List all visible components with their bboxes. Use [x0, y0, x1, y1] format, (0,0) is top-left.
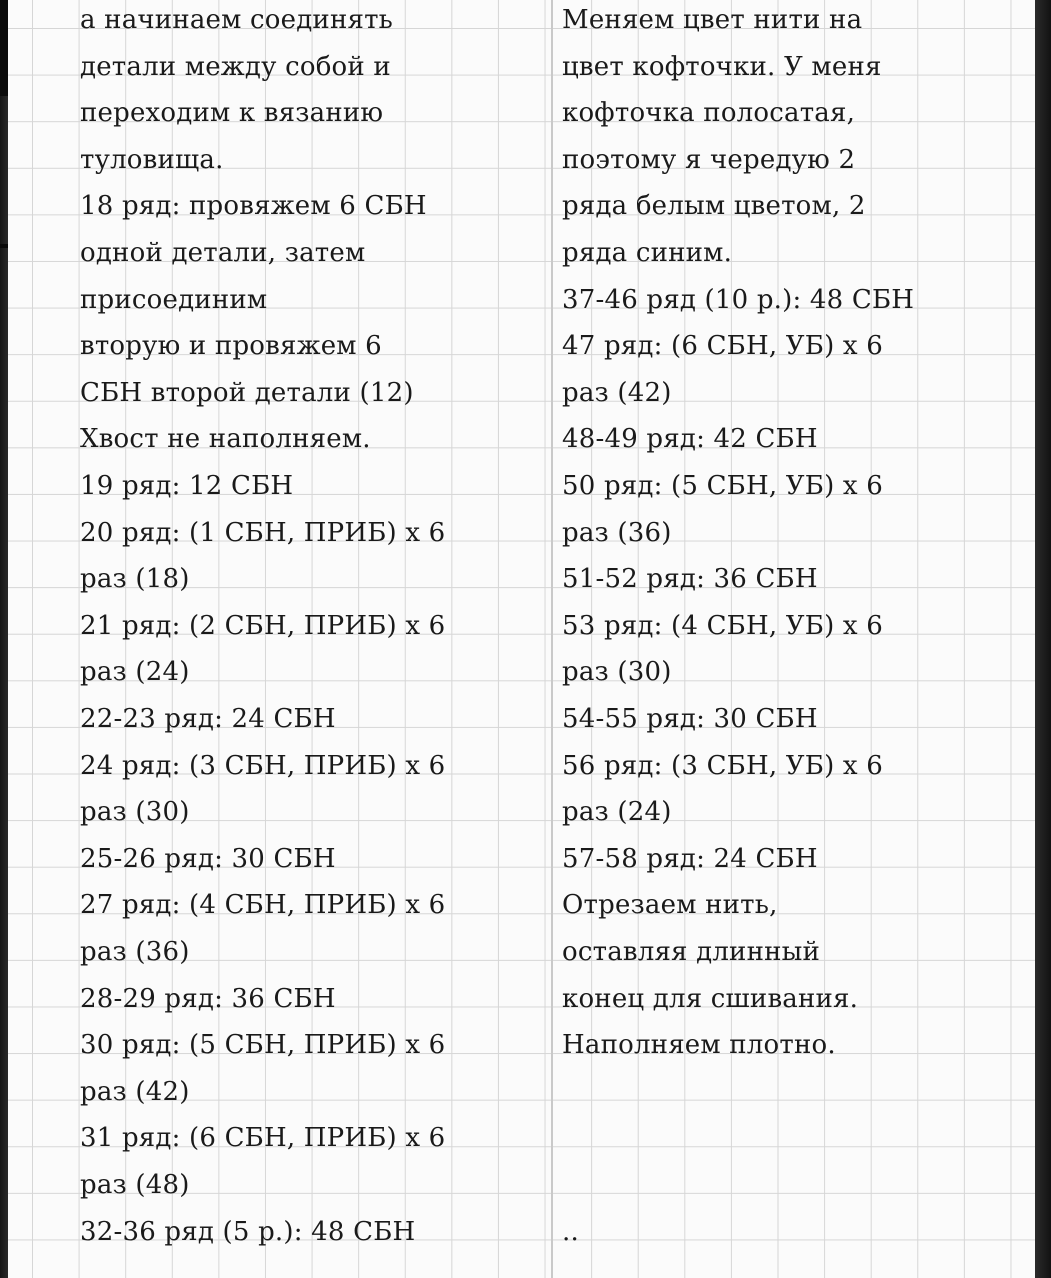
instruction-line: ряда белым цветом, 2 — [562, 191, 866, 222]
instruction-line: раз (48) — [80, 1170, 190, 1200]
instruction-line: раз (36) — [562, 517, 672, 548]
instruction-line: Наполняем плотно. — [562, 1030, 836, 1061]
instruction-line: кофточка полосатая, — [562, 98, 856, 129]
instruction-line: а начинаем соединять — [80, 5, 394, 35]
instruction-line: 28-29 ряд: 36 СБН — [80, 983, 336, 1014]
instruction-line: Меняем цвет нити на — [562, 5, 863, 35]
column-divider — [551, 0, 553, 1278]
instruction-line: раз (24) — [562, 797, 672, 828]
instruction-line: 18 ряд: провяжем 6 СБН — [80, 191, 427, 222]
instruction-line: раз (42) — [80, 1076, 190, 1107]
instruction-line: ряда синим. — [562, 238, 733, 268]
left-frame-edge — [0, 0, 8, 1278]
instruction-line: 48-49 ряд: 42 СБН — [562, 424, 818, 455]
instruction-line: .. — [562, 1216, 579, 1247]
instruction-line: раз (24) — [80, 657, 190, 688]
instruction-line: поэтому я чередую 2 — [562, 144, 856, 175]
grid-paper-page — [8, 0, 1035, 1278]
instruction-line: оставляя длинный — [562, 937, 821, 967]
instruction-line: 24 ряд: (3 СБН, ПРИБ) х 6 — [80, 750, 446, 781]
instruction-line: раз (36) — [80, 937, 190, 967]
instruction-line: 19 ряд: 12 СБН — [80, 471, 294, 501]
frame-notch — [0, 0, 8, 96]
instruction-line: СБН второй детали (12) — [80, 377, 414, 408]
instruction-line: 30 ряд: (5 СБН, ПРИБ) х 6 — [80, 1030, 446, 1061]
instruction-line: детали между собой и — [80, 51, 391, 82]
instruction-line: конец для сшивания. — [562, 983, 859, 1014]
instruction-line: 37-46 ряд (10 р.): 48 СБН — [562, 284, 915, 315]
instruction-line: переходим к вязанию — [80, 98, 384, 129]
instruction-line: раз (42) — [562, 377, 672, 408]
instruction-line: 22-23 ряд: 24 СБН — [80, 704, 336, 734]
frame-notch — [0, 244, 8, 248]
instruction-line: 31 ряд: (6 СБН, ПРИБ) х 6 — [80, 1123, 446, 1154]
instruction-line: 56 ряд: (3 СБН, УБ) х 6 — [562, 750, 883, 781]
instruction-line: раз (30) — [562, 657, 672, 688]
instruction-line: 50 ряд: (5 СБН, УБ) х 6 — [562, 471, 883, 501]
instruction-line: 57-58 ряд: 24 СБН — [562, 843, 818, 874]
instruction-line: 27 ряд: (4 СБН, ПРИБ) х 6 — [80, 890, 446, 921]
instruction-line: 32-36 ряд (5 р.): 48 СБН — [80, 1216, 416, 1247]
instruction-line: Отрезаем нить, — [562, 890, 778, 921]
instruction-line: одной детали, затем — [80, 238, 366, 268]
instruction-line: 54-55 ряд: 30 СБН — [562, 704, 818, 734]
instruction-line: 47 ряд: (6 СБН, УБ) х 6 — [562, 331, 883, 362]
instruction-line: Хвост не наполняем. — [80, 424, 371, 455]
instruction-line: туловища. — [80, 144, 224, 175]
instruction-line: цвет кофточки. У меня — [562, 51, 882, 82]
instruction-line: вторую и провяжем 6 — [80, 331, 382, 362]
instruction-line: 53 ряд: (4 СБН, УБ) х 6 — [562, 610, 883, 641]
instruction-line: раз (30) — [80, 797, 190, 828]
instruction-line: 51-52 ряд: 36 СБН — [562, 564, 818, 595]
instruction-line: 25-26 ряд: 30 СБН — [80, 843, 336, 874]
instruction-line: раз (18) — [80, 564, 190, 595]
instruction-line: 21 ряд: (2 СБН, ПРИБ) х 6 — [80, 610, 446, 641]
right-frame-edge — [1035, 0, 1051, 1278]
instruction-line: присоединим — [80, 284, 268, 315]
instruction-line: 20 ряд: (1 СБН, ПРИБ) х 6 — [80, 517, 446, 548]
